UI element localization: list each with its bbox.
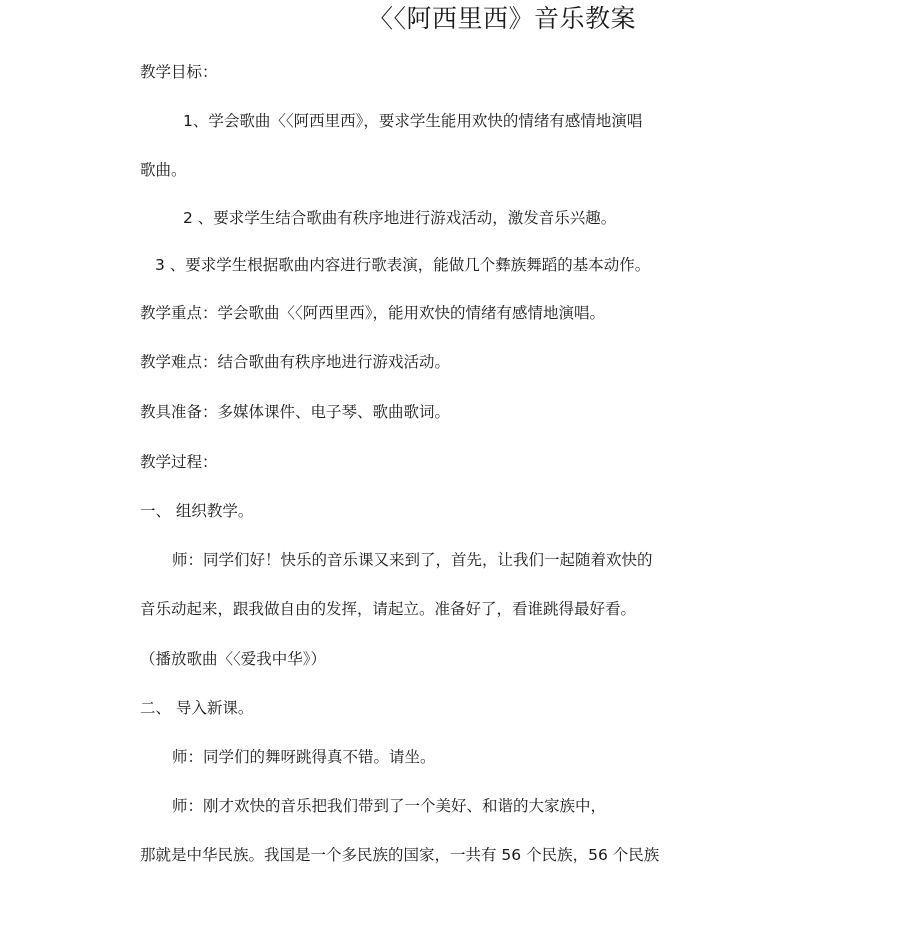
key-points: 教学重点：学会歌曲〈〈阿西里西》，能用欢快的情绪有感情地演唱。 [140,304,606,322]
step-1-heading: 一、 组织教学。 [140,502,254,520]
teacher-line-1-continued: 音乐动起来，跟我做自由的发挥，请起立。准备好了，看谁跳得最好看。 [140,600,637,618]
objective-1: 1、学会歌曲〈〈阿西里西》，要求学生能用欢快的情绪有感情地演唱 [183,112,643,130]
step-2-heading: 二、 导入新课。 [140,699,254,717]
section-heading-process: 教学过程： [140,453,218,471]
teaching-aids: 教具准备：多媒体课件、电子琴、歌曲歌词。 [140,403,451,421]
teacher-line-1: 师：同学们好！快乐的音乐课又来到了，首先，让我们一起随着欢快的 [172,551,653,569]
teacher-line-3: 师：刚才欢快的音乐把我们带到了一个美好、和谐的大家族中， [172,797,607,815]
document-title: 〈〈阿西里西》音乐教案 [368,4,637,33]
difficulties: 教学难点：结合歌曲有秩序地进行游戏活动。 [140,353,451,371]
teacher-line-2: 师：同学们的舞呀跳得真不错。请坐。 [172,748,436,766]
objective-1-continued: 歌曲。 [140,161,187,179]
play-song-note: （播放歌曲〈〈爱我中华》） [140,650,327,668]
section-heading-objectives: 教学目标： [140,63,218,81]
teacher-line-3-continued: 那就是中华民族。我国是一个多民族的国家，一共有 56 个民族，56 个民族 [140,846,660,864]
objective-2: 2 、要求学生结合歌曲有秩序地进行游戏活动，激发音乐兴趣。 [183,209,617,227]
objective-3: 3 、要求学生根据歌曲内容进行歌表演，能做几个彝族舞蹈的基本动作。 [155,256,651,274]
